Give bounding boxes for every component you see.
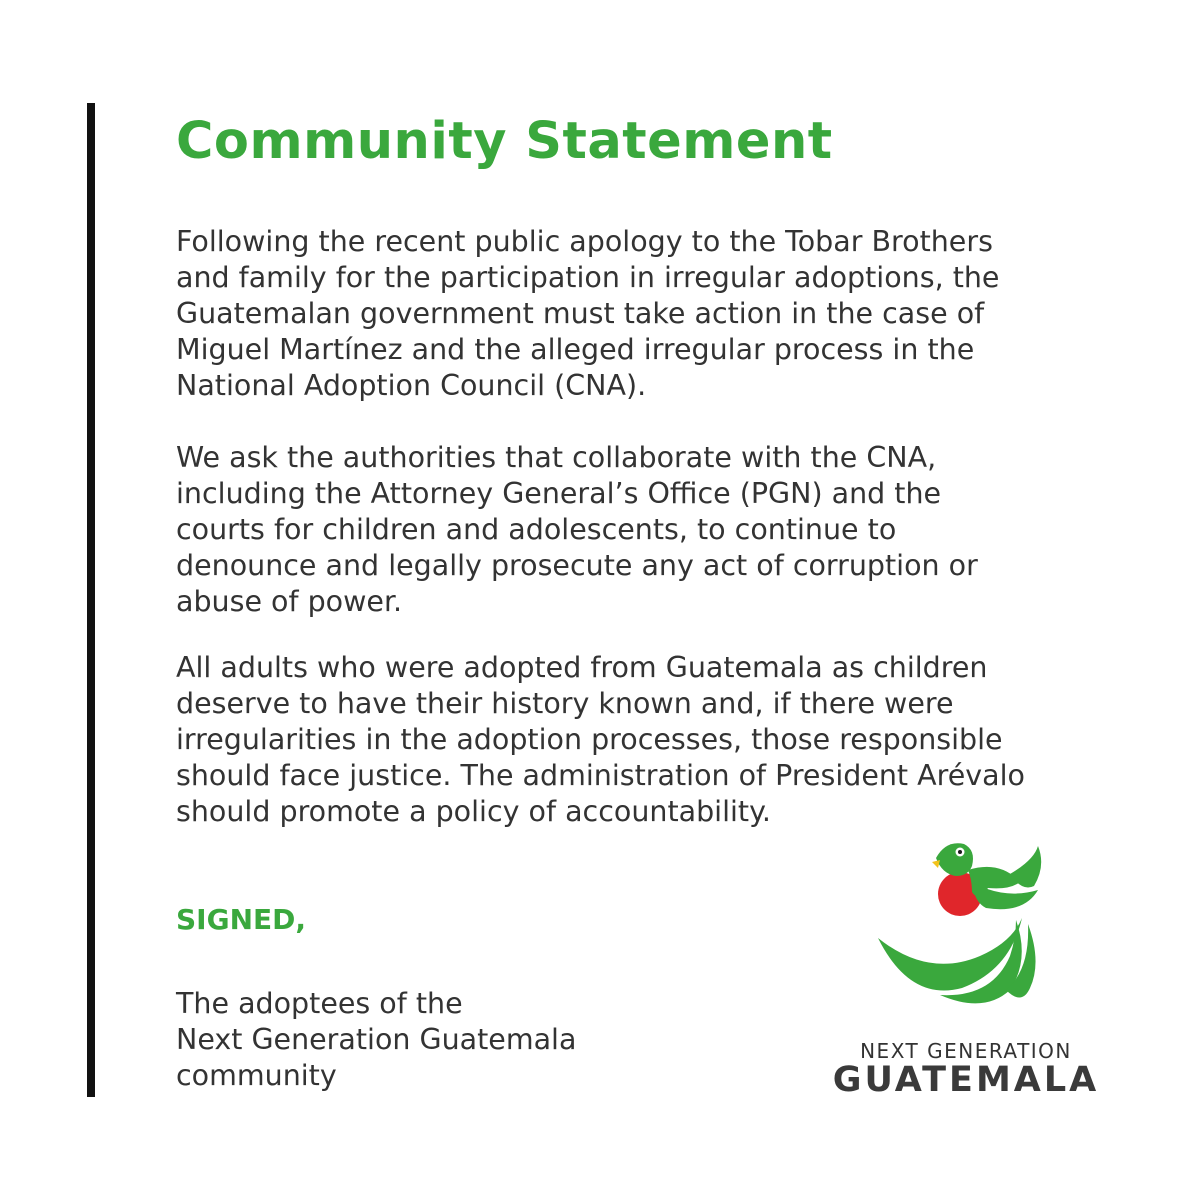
text-line: denounce and legally prosecute any act of corruption or xyxy=(176,549,978,582)
text-line: Guatemalan government must take action in the case of xyxy=(176,297,985,330)
signed-label: SIGNED, xyxy=(176,903,307,936)
text-line: abuse of power. xyxy=(176,585,403,618)
paragraph-2 xyxy=(176,440,1136,620)
page-title: Community Statement xyxy=(176,112,833,171)
text-line: and family for the participation in irregular adoptions, the xyxy=(176,261,1000,294)
text-line: National Adoption Council (CNA). xyxy=(176,369,647,402)
text-line: should promote a policy of accountability. xyxy=(176,795,771,828)
logo-wordmark-main: GUATEMALA xyxy=(832,1060,1100,1100)
quetzal-bird-logo-icon xyxy=(860,830,1080,1020)
paragraph-3 xyxy=(176,650,1136,830)
logo-wordmark-top: NEXT GENERATION xyxy=(860,1039,1072,1063)
text-line: Following the recent public apology to the Tobar Brothers xyxy=(176,225,993,258)
signature-block xyxy=(176,986,696,1094)
text-line: All adults who were adopted from Guatemala as children xyxy=(176,651,988,684)
vertical-rule xyxy=(87,103,95,1097)
paragraph-1 xyxy=(176,224,1136,404)
text-line: We ask the authorities that collaborate with the CNA, xyxy=(176,441,937,474)
text-line: Miguel Martínez and the alleged irregular process in the xyxy=(176,333,975,366)
text-line: including the Attorney General’s Office (PGN) and the xyxy=(176,477,942,510)
signature-line: community xyxy=(176,1059,337,1092)
text-line: should face justice. The administration of President Arévalo xyxy=(176,759,1025,792)
signature-line: The adoptees of the xyxy=(176,987,463,1020)
signature-line: Next Generation Guatemala xyxy=(176,1023,577,1056)
text-line: irregularities in the adoption processes, those responsible xyxy=(176,723,1003,756)
text-line: deserve to have their history known and, if there were xyxy=(176,687,954,720)
text-line: courts for children and adolescents, to continue to xyxy=(176,513,897,546)
